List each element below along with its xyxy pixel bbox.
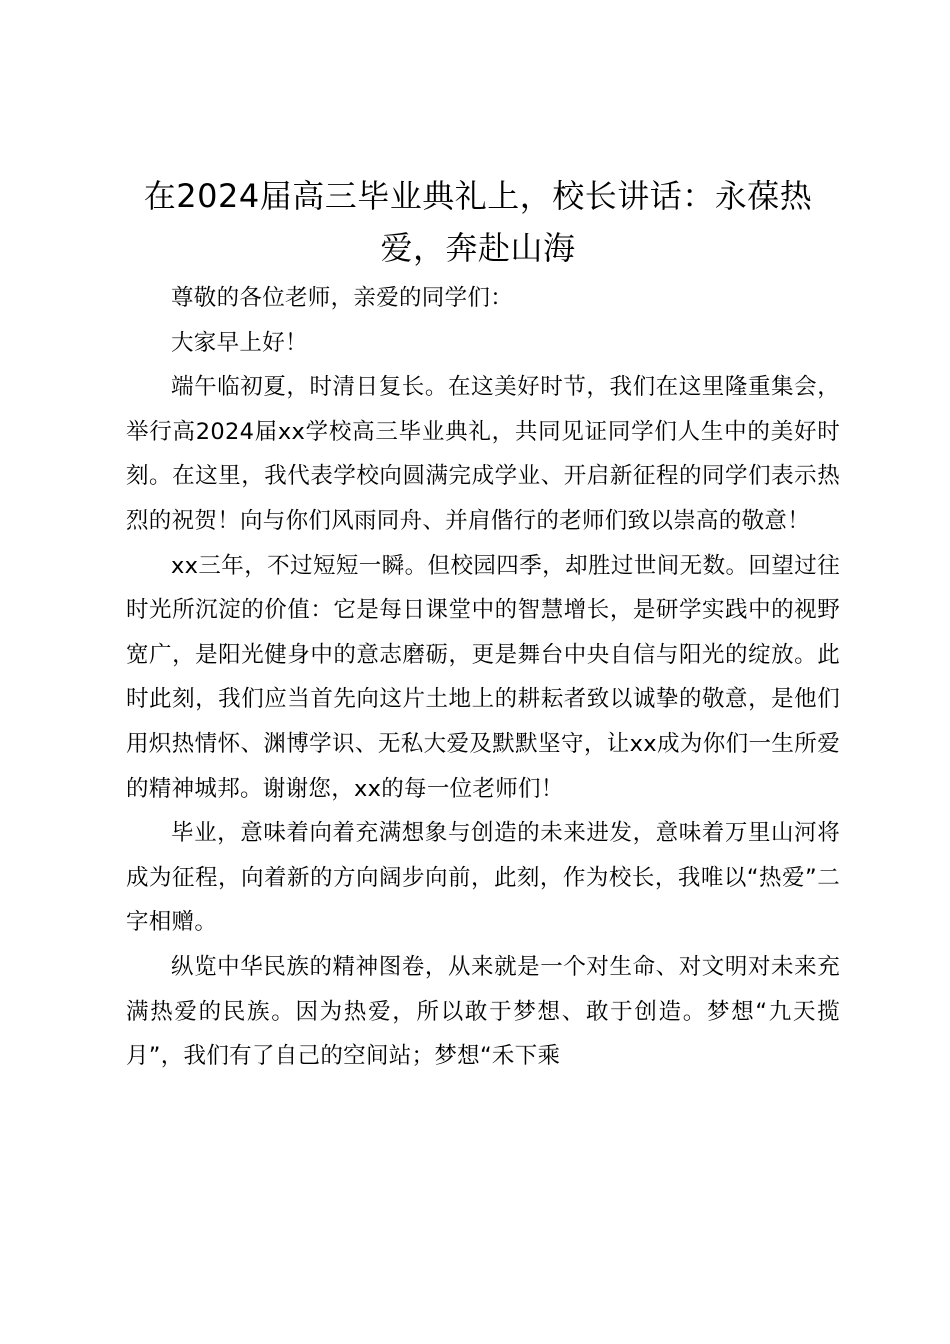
- document-body: [126, 276, 840, 1079]
- body-paragraph: xx三年，不过短短一瞬。但校园四季，却胜过世间无数。回望过往时光所沉淀的价值：它是每日课堂中的智慧增长，是研学实践中的视野宽广，是阳光健身中的意志磨砺，更是舞台中央自信与阳光的绽放。此时此刻，我们应当首先向这片土地上的耕耘者致以诚挚的敬意，是他们用炽热情怀、渊博学识、无私大爱及默默坚守，让xx成为你们一生所爱的精神城邦。谢谢您，xx的每一位老师们！: [126, 552, 840, 802]
- body-paragraph: 纵览中华民族的精神图卷，从来就是一个对生命、对文明对未来充满热爱的民族。因为热爱，所以敢于梦想、敢于创造。梦想“九天揽月”，我们有了自己的空间站；梦想“禾下乘: [126, 953, 840, 1070]
- document-title: 在2024届高三毕业典礼上，校长讲话：永葆热爱，奔赴山海: [143, 177, 813, 267]
- body-paragraph: 毕业，意味着向着充满想象与创造的未来进发，意味着万里山河将成为征程，向着新的方向阔步向前，此刻，作为校长，我唯以“热爱”二字相赠。: [126, 820, 840, 936]
- greeting-paragraph: 大家早上好！: [171, 329, 308, 356]
- body-paragraph: 端午临初夏，时清日复长。在这美好时节，我们在这里隆重集会，举行高2024届xx学校高三毕业典礼，共同见证同学们人生中的美好时刻。在这里，我代表学校向圆满完成学业、开启新征程的同学们表示热烈的祝贺！向与你们风雨同舟、并肩偕行的老师们致以崇高的敬意！: [126, 374, 840, 534]
- salutation-paragraph: 尊敬的各位老师，亲爱的同学们：: [171, 285, 514, 311]
